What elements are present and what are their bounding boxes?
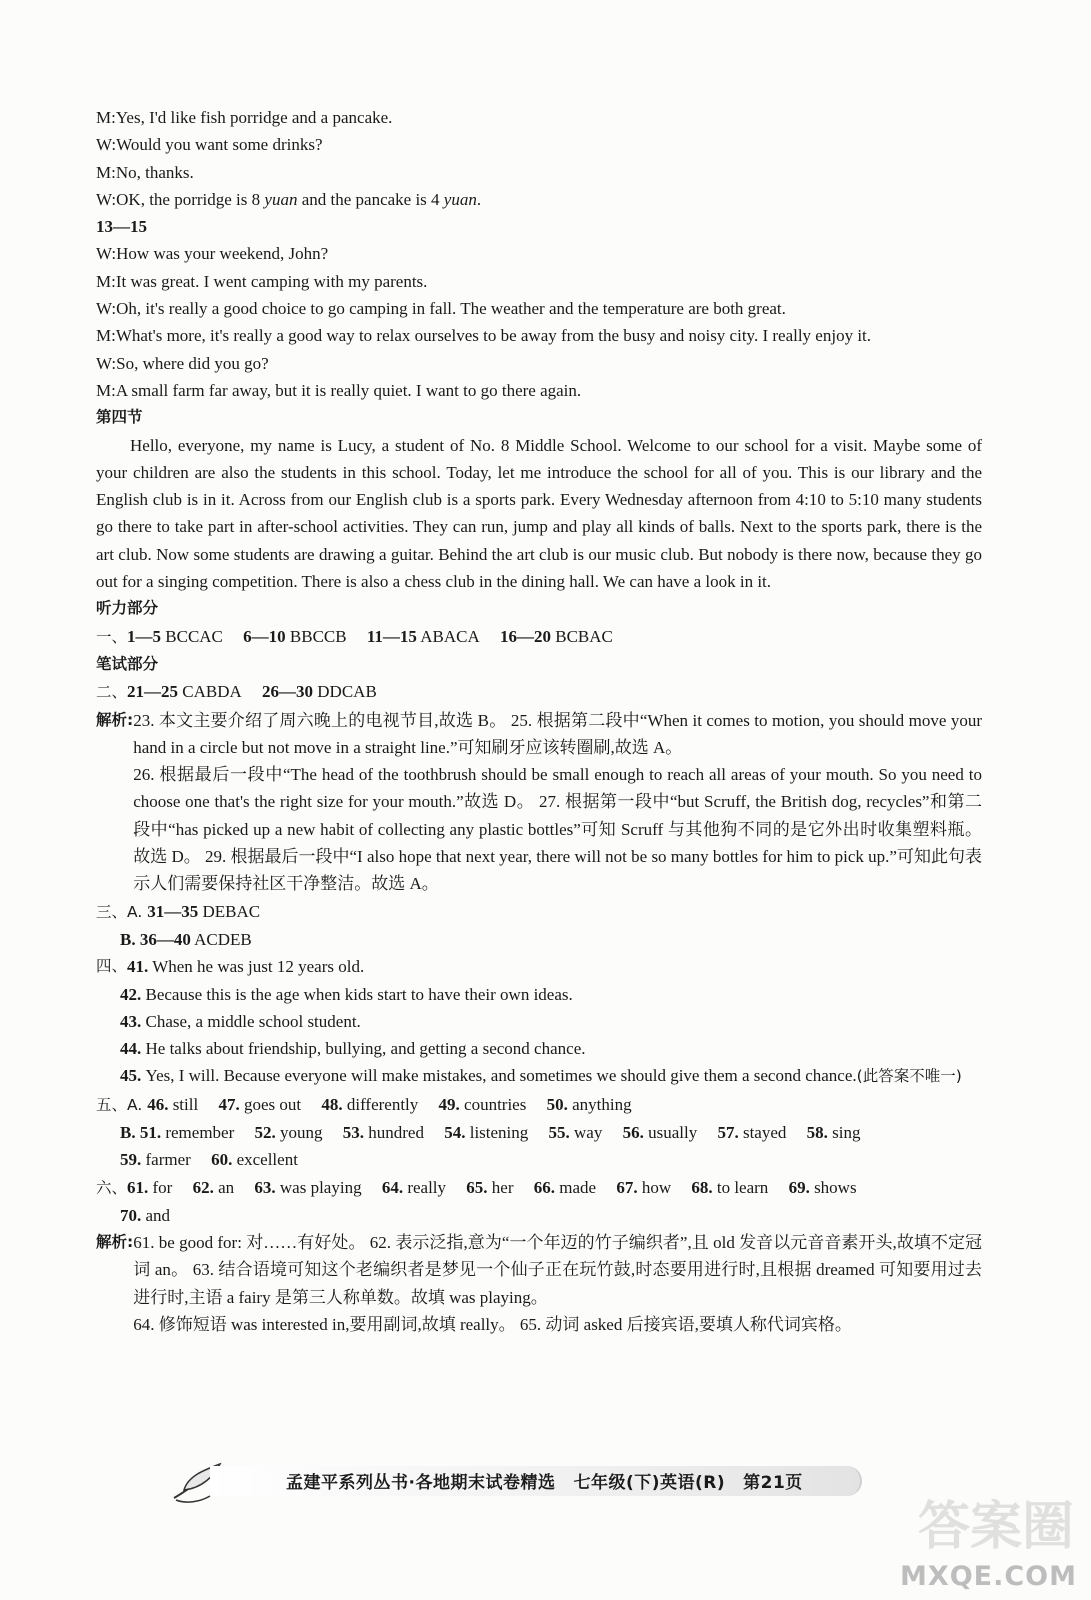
answer-item: 43. Chase, a middle school student.	[120, 1011, 361, 1031]
answer-item: 45. Yes, I will. Because everyone will make mistakes, and sometimes we should give them a second chance.(此答案不唯一)	[120, 1066, 962, 1086]
analysis-block: 解析: 23. 本文主要介绍了周六晚上的电视节目,故选 B。 25. 根据第二段中“When it comes to motion, you should move your hand in a circle but not move in a straight line.”可知刷牙应该转圈刷,故选 A。 26. 根据最后一段中“The head of the toothbrush should be small enough to reach all areas of your mouth. So you need to choose one that's the right size for your mouth.”故选 D。 27. 根据第一段中“but Scruff, the British dog, recycles”和第二段中“has picked up a new habit of collecting any plastic bottles”可知 Scruff 与其他狗不同的是它外出时收集塑料瓶。故选 D。 29. 根据最后一段中“I also hope that next year, there will not be so many bottles for him to pick up.”可知此句表示人们需要保持社区干净整洁。故选 A。	[96, 707, 982, 898]
answer-line: 五、A. 46. still 47. goes out 48. differently 49. countries 50. anything	[96, 1094, 632, 1114]
answer-line: 六、61. for 62. an 63. was playing 64. really 65. her 66. made 67. how 68. to learn 69. shows	[96, 1177, 857, 1197]
speaker: M:	[96, 326, 116, 346]
utterance: Would you want some drinks?	[116, 135, 323, 155]
dialogue-line	[96, 350, 982, 377]
svg-text:答案圈: 答案圈	[917, 1497, 1075, 1557]
speaker: M:	[96, 162, 116, 182]
utterance: OK, the porridge is 8 yuan and the pancake is 4 yuan.	[116, 189, 482, 209]
answer-line: B. 51. remember 52. young 53. hundred 54. listening 55. way 56. usually 57. stayed 58. sing	[120, 1122, 861, 1142]
dialogue-line	[96, 186, 982, 213]
speaker: W:	[96, 244, 117, 264]
dialogue-line	[96, 268, 982, 295]
dialogue-line	[96, 322, 982, 349]
answer-page	[96, 104, 982, 1338]
speaker: W:	[96, 353, 117, 373]
speaker: M:	[96, 108, 116, 127]
dialogue-line	[96, 240, 982, 267]
speaker: W:	[96, 135, 117, 155]
speaker: W:	[96, 189, 117, 209]
page-number: 第21页	[743, 1473, 803, 1493]
analysis-text: 61. be good for: 对……有好处。 62. 表示泛指,意为“一个年迈的竹子编织者”,且 old 发音以元音音素开头,故填不定冠词 an。 63. 结合语境可知这个老编织者是梦见一个仙子正在玩竹鼓,时态要用进行时,且根据 dreamed 可知要用过去进行时,主语 a fairy 是第三人称单数。故填 was playing。	[133, 1233, 982, 1307]
analysis-text: 64. 修饰短语 was interested in,要用副词,故填 really。 65. 动词 asked 后接宾语,要填人称代词宾格。	[133, 1315, 852, 1335]
speaker: M:	[96, 271, 116, 291]
utterance: Yes, I'd like fish porridge and a pancake.	[115, 108, 393, 127]
answer-line: 59. farmer 60. excellent	[120, 1150, 298, 1170]
dialogue-line	[96, 295, 982, 322]
answer-line: 一、1—5 BCCAC 6—10 BBCCB 11—15 ABACA 16—20 BCBAC	[96, 626, 613, 646]
answer-item: 42. Because this is the age when kids start to have their own ideas.	[120, 984, 573, 1004]
answer-line: B. 36—40 ACDEB	[120, 929, 252, 949]
analysis-block: 解析: 61. be good for: 对……有好处。 62. 表示泛指,意为“一个年迈的竹子编织者”,且 old 发音以元音音素开头,故填不定冠词 an。 63. 结合语境可知这个老编织者是梦见一个仙子正在玩竹鼓,时态要用进行时,且根据 dreamed 可知要用过去进行时,主语 a fairy 是第三人称单数。故填 was playing。 64. 修饰短语 was interested in,要用副词,故填 really。 65. 动词 asked 后接宾语,要填人称代词宾格。	[96, 1229, 982, 1338]
utterance: What's more, it's really a good way to relax ourselves to be away from the busy and noisy city. I really enjoy it.	[115, 326, 872, 346]
section-heading: 笔试部分	[96, 654, 159, 673]
utterance: A small farm far away, but it is really quiet. I want to go there again.	[115, 380, 582, 400]
answer-line: 三、A. 31—35 DEBAC	[96, 901, 261, 921]
listening-script-paragraph: Hello, everyone, my name is Lucy, a student of No. 8 Middle School. Welcome to our school for a visit. Maybe some of your children are also the students in this school. Today, let me introduce the school for all of you. This is our library and the English club is in it. Across from our English club is a sports park. Every Wednesday afternoon from 4:10 to 5:10 many students go there to take part in after-school activities. They can run, jump and play all kinds of balls. Next to the sports park, there is the art club. Now some students are drawing a guitar. Behind the art club is our music club. But nobody is there now, because they go out for a singing competition. There is also a chess club in the dining hall. We can have a look in it.	[96, 435, 982, 592]
answer-item: 四、 41. When he was just 12 years old.	[96, 957, 365, 977]
section-heading: 第四节	[96, 408, 143, 427]
section-heading: 13—15	[96, 217, 147, 237]
section-heading: 听力部分	[96, 599, 159, 618]
dialogue-line	[96, 159, 982, 186]
utterance: Oh, it's really a good choice to go camping in fall. The weather and the temperature are both great.	[116, 299, 786, 319]
analysis-text: 23. 本文主要介绍了周六晚上的电视节目,故选 B。 25. 根据第二段中“When it comes to motion, you should move your hand in a circle but not move in a straight line.”可知刷牙应该转圈刷,故选 A。	[133, 710, 982, 757]
speaker: W:	[96, 299, 117, 319]
page-footer	[170, 1460, 890, 1500]
dialogue-line	[96, 377, 982, 404]
answer-line: 70. and	[120, 1205, 171, 1225]
analysis-text: 26. 根据最后一段中“The head of the toothbrush should be small enough to reach all areas of your mouth. So you need to choose one that's the right size for your mouth.”故选 D。 27. 根据第一段中“but Scruff, the British dog, recycles”和第二段中“has picked up a new habit of collecting any plastic bottles”可知 Scruff 与其他狗不同的是它外出时收集塑料瓶。故选 D。 29. 根据最后一段中“I also hope that next year, there will not be so many bottles for him to pick up.”可知此句表示人们需要保持社区干净整洁。故选 A。	[133, 765, 982, 894]
utterance: How was your weekend, John?	[116, 244, 329, 264]
dialogue-line	[96, 104, 982, 131]
answer-line: 二、21—25 CABDA 26—30 DDCAB	[96, 682, 377, 702]
dialogue-line	[96, 131, 982, 158]
utterance: It was great. I went camping with my parents.	[115, 271, 428, 291]
utterance: No, thanks.	[115, 162, 194, 182]
footer-title: 孟建平系列丛书·各地期末试卷精选 七年级(下)英语(R) 第21页	[286, 1473, 803, 1493]
speaker: M:	[96, 380, 116, 400]
utterance: So, where did you go?	[116, 353, 269, 373]
watermark-url: MXQE.COM	[900, 1561, 1077, 1592]
answer-item: 44. He talks about friendship, bullying, and getting a second chance.	[120, 1039, 586, 1059]
